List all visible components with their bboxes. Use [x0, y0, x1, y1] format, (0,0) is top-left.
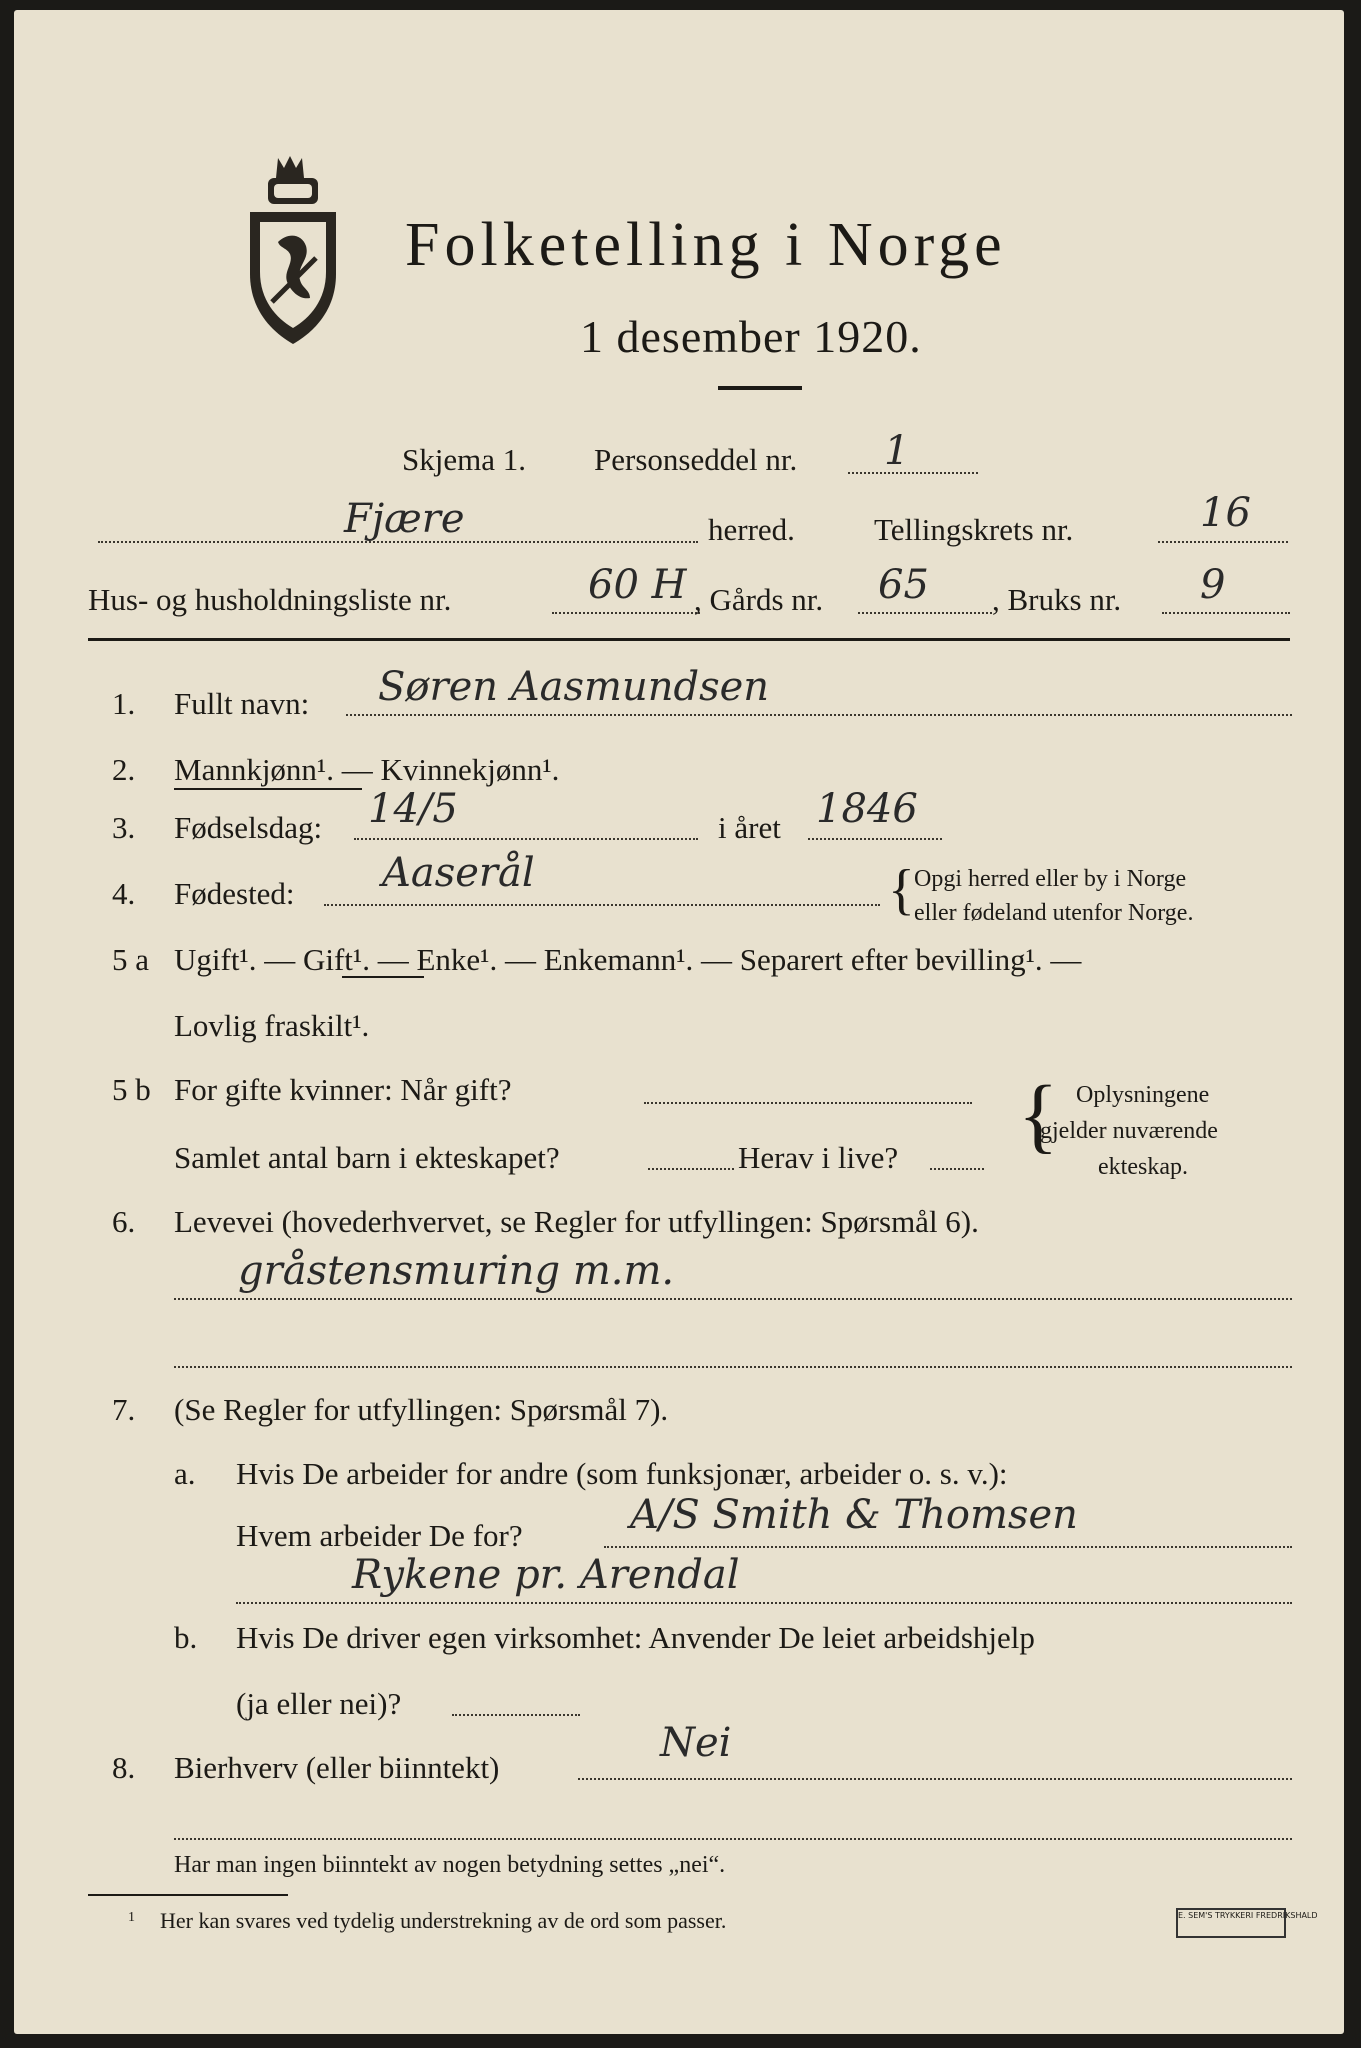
- q4-note-2: eller fødeland utenfor Norge.: [914, 900, 1194, 926]
- bruks-label: , Bruks nr.: [992, 582, 1122, 617]
- herred-label: herred.: [708, 512, 795, 547]
- q7b-label-2: (ja eller nei)?: [236, 1686, 402, 1721]
- q7a-label: Hvis De arbeider for andre (som funksjonær, arbeider o. s. v.):: [236, 1456, 1008, 1491]
- gards-label: , Gårds nr.: [694, 582, 824, 617]
- q7b-line: [452, 1714, 580, 1716]
- footer-note: Har man ingen biinntekt av nogen betydning settes „nei“.: [174, 1852, 726, 1878]
- q8-line-1: [578, 1778, 1292, 1780]
- q3-number: 3.: [112, 810, 136, 845]
- footnote-text: Her kan svares ved tydelig understrekning av de ord som passer.: [160, 1908, 727, 1933]
- q7a-line-2: [236, 1602, 1292, 1604]
- q5b-note-1: Oplysningene: [1076, 1082, 1210, 1108]
- q7a-letter: a.: [174, 1456, 196, 1491]
- personseddel-label: Personseddel nr.: [594, 442, 798, 477]
- q7a-line-1: [604, 1546, 1292, 1548]
- title-divider: [718, 386, 802, 390]
- footnote-rule: [88, 1894, 288, 1896]
- q8-value: Nei: [660, 1720, 732, 1766]
- q3-line: [354, 838, 698, 840]
- q5b-label-3: Herav i live?: [738, 1140, 899, 1175]
- herred-value: Fjære: [344, 496, 465, 542]
- q6-number: 6.: [112, 1204, 136, 1239]
- q6-value: gråstensmuring m.m.: [238, 1248, 675, 1294]
- q7-label: (Se Regler for utfyllingen: Spørsmål 7).: [174, 1392, 669, 1427]
- gards-value: 65: [878, 562, 929, 608]
- q3-year-label: i året: [718, 810, 781, 845]
- q7a-label-2: Hvem arbeider De for?: [236, 1518, 523, 1553]
- tellingskrets-line: [1158, 541, 1288, 543]
- census-date: 1 desember 1920.: [580, 311, 922, 362]
- q7a-value-2: Rykene pr. Arendal: [352, 1552, 740, 1598]
- q3-label: Fødselsdag:: [174, 810, 323, 845]
- q5a-label-2: Lovlig fraskilt¹.: [174, 1008, 370, 1043]
- bruks-value: 9: [1200, 562, 1226, 608]
- q5b-children-line: [648, 1168, 734, 1170]
- q1-value: Søren Aasmundsen: [378, 664, 770, 710]
- q4-note-1: Opgi herred eller by i Norge: [914, 866, 1187, 892]
- hus-label: Hus- og husholdningsliste nr.: [88, 582, 452, 617]
- q7-number: 7.: [112, 1392, 136, 1427]
- q4-brace: {: [888, 859, 915, 921]
- q6-line-1: [174, 1298, 1292, 1300]
- q1-line: [346, 714, 1292, 716]
- q7b-letter: b.: [174, 1620, 198, 1655]
- q7a-value-1: A/S Smith & Thomsen: [630, 1492, 1078, 1538]
- q5a-underline: [342, 976, 424, 978]
- q5a-number: 5 a: [112, 942, 150, 977]
- printer-stamp: E. SEM'S TRYKKERI FREDRIKSHALD: [1176, 1908, 1286, 1938]
- bruks-line: [1162, 612, 1290, 614]
- q5b-label-1: For gifte kvinner: Når gift?: [174, 1072, 512, 1107]
- q7b-label: Hvis De driver egen virksomhet: Anvender De leiet arbeidshjelp: [236, 1620, 1035, 1655]
- tellingskrets-value: 16: [1200, 490, 1251, 536]
- q5b-alive-line: [930, 1168, 984, 1170]
- q3-year-line: [808, 838, 942, 840]
- header-rule: [88, 638, 1290, 641]
- q2-label: Mannkjønn¹. — Kvinnekjønn¹.: [174, 752, 560, 787]
- q5b-when-line: [644, 1102, 972, 1104]
- q4-line: [324, 904, 880, 906]
- q1-label: Fullt navn:: [174, 686, 310, 721]
- q5b-note-2: gjelder nuværende: [1040, 1118, 1218, 1144]
- q8-line-2: [174, 1838, 1292, 1840]
- q2-underline: [174, 788, 362, 790]
- q4-value: Aaserål: [382, 850, 535, 896]
- hus-value: 60 H: [588, 562, 687, 608]
- q8-label: Bierhverv (eller biinntekt): [174, 1750, 500, 1785]
- q5b-number: 5 b: [112, 1072, 151, 1107]
- q5b-note-3: ekteskap.: [1098, 1154, 1188, 1180]
- q8-number: 8.: [112, 1750, 136, 1785]
- personseddel-value: 1: [884, 428, 910, 474]
- hus-line: [552, 612, 700, 614]
- footnote-mark: 1: [128, 1910, 135, 1925]
- q3-value: 14/5: [368, 786, 458, 832]
- q4-label: Fødested:: [174, 876, 295, 911]
- q4-number: 4.: [112, 876, 136, 911]
- q5a-label: Ugift¹. — Gift¹. — Enke¹. — Enkemann¹. — Separert efter bevilling¹. —: [174, 942, 1082, 977]
- q5b-brace: {: [1018, 1069, 1059, 1162]
- q6-label: Levevei (hovederhvervet, se Regler for utfyllingen: Spørsmål 6).: [174, 1204, 979, 1239]
- q5b-label-2: Samlet antal barn i ekteskapet?: [174, 1140, 560, 1175]
- form-title: Folketelling i Norge: [405, 211, 1007, 279]
- gards-line: [858, 612, 992, 614]
- coat-of-arms-icon: [238, 152, 348, 352]
- q6-line-2: [174, 1366, 1292, 1368]
- q2-number: 2.: [112, 752, 136, 787]
- q3-year-value: 1846: [816, 786, 918, 832]
- personseddel-line: [848, 472, 978, 474]
- tellingskrets-label: Tellingskrets nr.: [874, 512, 1074, 547]
- schema-number: Skjema 1.: [402, 442, 526, 477]
- q1-number: 1.: [112, 686, 136, 721]
